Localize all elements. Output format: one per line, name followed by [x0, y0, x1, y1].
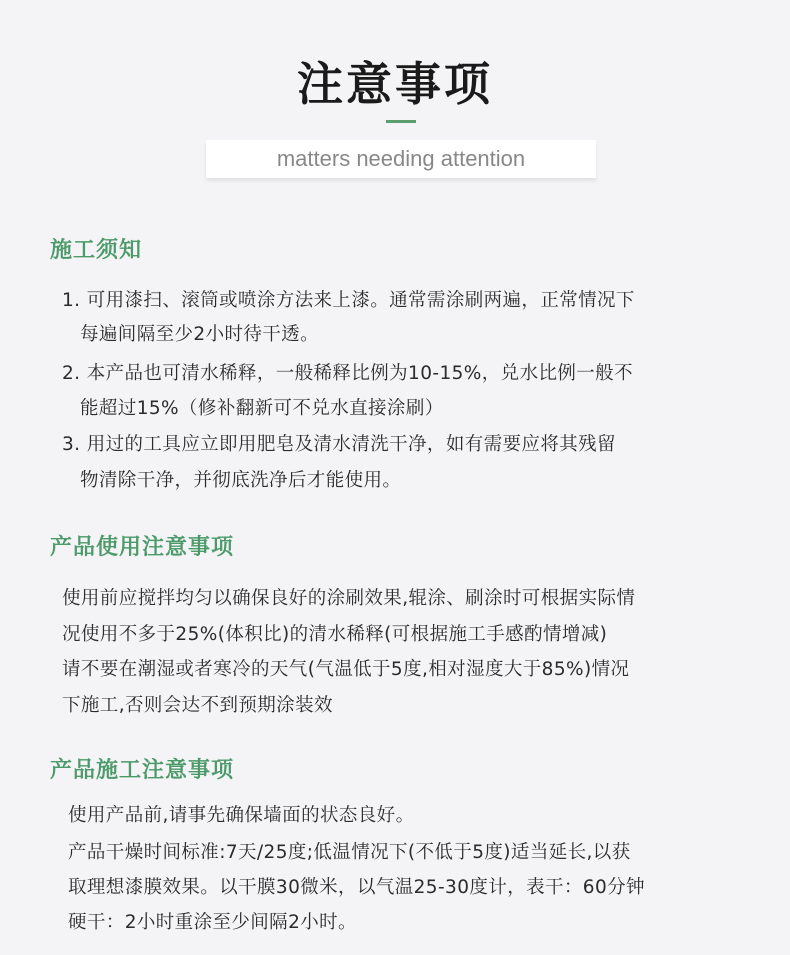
paragraph-line: 使用前应搅拌均匀以确保良好的涂刷效果,辊涂、刷涂时可根据实际情 — [62, 588, 636, 609]
list-item-continuation: 物清除干净，并彻底洗净后才能使用。 — [80, 470, 402, 491]
list-item: 2. 本产品也可清水稀释，一般稀释比例为10-15%，兑水比例一般不 — [62, 363, 633, 384]
list-item: 1. 可用漆扫、滚筒或喷涂方法来上漆。通常需涂刷两遍，正常情况下 — [62, 290, 635, 311]
paragraph-line: 产品干燥时间标准:7天/25度;低温情况下(不低于5度)适当延长,以获 — [68, 842, 631, 863]
list-item-continuation: 每遍间隔至少2小时待干透。 — [80, 324, 319, 345]
paragraph-line: 况使用不多于25%(体积比)的清水稀释(可根据施工手感酌情增减) — [62, 624, 608, 645]
section-title-application-notes: 产品施工注意事项 — [50, 758, 235, 783]
paragraph-line: 使用产品前,请事先确保墙面的状态良好。 — [68, 805, 415, 826]
section-title-construction-notes: 施工须知 — [50, 238, 143, 263]
paragraph-line: 下施工,否则会达不到预期涂装效 — [62, 695, 333, 716]
section-title-usage-notes: 产品使用注意事项 — [50, 535, 235, 560]
list-item: 3. 用过的工具应立即用肥皂及清水清洗干净，如有需要应将其残留 — [62, 434, 616, 455]
title-divider — [386, 120, 416, 123]
paragraph-line: 硬干：2小时重涂至少间隔2小时。 — [68, 912, 357, 933]
paragraph-line: 取理想漆膜效果。以干膜30微米，以气温25-30度计，表干：60分钟 — [68, 877, 645, 898]
paragraph-line: 请不要在潮湿或者寒冷的天气(气温低于5度,相对湿度大于85%)情况 — [62, 659, 630, 680]
list-item-continuation: 能超过15%（修补翻新可不兑水直接涂刷） — [80, 398, 444, 419]
page-subtitle: matters needing attention — [276, 146, 526, 171]
page-title: 注意事项 — [297, 57, 493, 111]
